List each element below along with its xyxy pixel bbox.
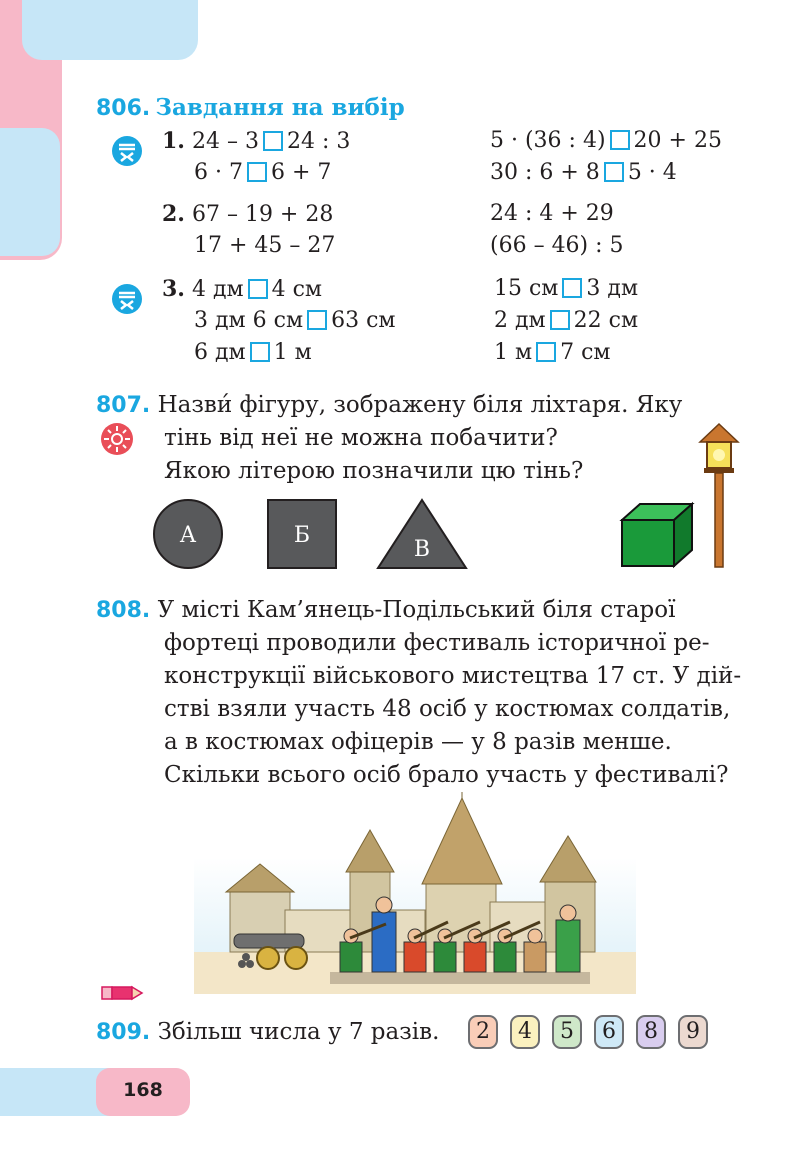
choice-icon	[112, 284, 142, 314]
expression: 17 + 45 – 27	[194, 233, 336, 258]
task-807-line1	[96, 389, 682, 422]
expression: 22 см	[573, 308, 639, 333]
task-808-line1	[96, 594, 675, 627]
task-number: 807.	[96, 393, 151, 418]
compare-box[interactable]	[307, 310, 327, 330]
page-corner-blue-top	[22, 0, 198, 60]
number-chip: 5	[552, 1015, 582, 1049]
compare-box[interactable]	[562, 278, 582, 298]
expression: 6 · 7	[194, 160, 243, 185]
compare-box[interactable]	[248, 279, 268, 299]
pencil-icon	[100, 984, 144, 1002]
expression: 20 + 25	[633, 128, 722, 153]
expression: 1 м	[494, 340, 533, 365]
number-chip: 9	[678, 1015, 708, 1049]
expression: 7 см	[560, 340, 611, 365]
flower-gear-icon	[100, 422, 134, 456]
expression: 24 : 3	[286, 129, 351, 154]
task-806-item3-row2-right	[494, 306, 638, 336]
expression: 15 см	[494, 276, 559, 301]
task-text: Збільш числа у 7 разів.	[157, 1019, 440, 1045]
item-label: 1.	[162, 128, 185, 154]
expression: 4 дм	[191, 277, 244, 302]
expression: 3 дм	[586, 276, 639, 301]
shape-label-a: А	[179, 523, 197, 548]
expression: 2 дм	[494, 308, 546, 333]
number-chip: 8	[636, 1015, 666, 1049]
task-number: 808.	[96, 598, 151, 623]
compare-box[interactable]	[550, 310, 570, 330]
task-number: 809.	[96, 1020, 151, 1045]
task-808-line6: Скільки всього осіб брало участь у фестивалі?	[164, 762, 729, 788]
compare-box[interactable]	[610, 130, 630, 150]
page-number: 168	[123, 1079, 163, 1101]
task-title: Завдання на вибір	[155, 94, 405, 121]
number-chip: 4	[510, 1015, 540, 1049]
number-chip: 6	[594, 1015, 624, 1049]
compare-box[interactable]	[263, 131, 283, 151]
expression: 30 : 6 + 8	[490, 160, 600, 185]
shape-label-b: Б	[293, 523, 311, 548]
task-808-line3: конструкції військового мистецтва 17 ст. У дій-	[164, 663, 742, 689]
shape-label-c: В	[413, 537, 431, 562]
task-text: Назви́ фігуру, зображену біля ліхтаря. Яку	[157, 392, 683, 418]
expression: 4 см	[271, 277, 323, 302]
task-806-item3-row3	[194, 338, 312, 368]
compare-box[interactable]	[604, 162, 624, 182]
task-806-item1-row2-right	[490, 158, 677, 188]
task-808-line4: стві взяли участь 48 осіб у костюмах солдатів,	[164, 696, 731, 722]
task-806-item1-row1	[162, 126, 350, 157]
task-806-item1-row1-right	[490, 126, 722, 156]
shadow-triangle	[378, 500, 466, 568]
expression: 6 + 7	[270, 160, 332, 185]
cube-icon	[618, 500, 698, 570]
expression: 1 м	[273, 340, 312, 365]
compare-box[interactable]	[250, 342, 270, 362]
shadow-circle	[154, 500, 222, 568]
task-808-line2: фортеці проводили фестиваль історичної ре-	[164, 630, 710, 656]
task-808-line5: а в костюмах офіцерів — у 8 разів менше.	[164, 729, 672, 755]
task-806-item2-row1-right	[490, 199, 614, 229]
task-809-line	[96, 1016, 439, 1049]
task-807-line3: Якою літерою позначили цю тінь?	[164, 458, 584, 484]
street-lantern-icon	[696, 422, 742, 570]
expression: 5 · 4	[627, 160, 677, 185]
expression: 6 дм	[194, 340, 246, 365]
task-806-item3-row3-right	[494, 338, 611, 368]
expression: 5 · (36 : 4)	[490, 128, 606, 153]
page-edge-blue	[0, 128, 60, 256]
compare-box[interactable]	[247, 162, 267, 182]
item-label: 2.	[162, 201, 185, 227]
shadow-square	[268, 500, 336, 568]
shadow-shapes	[150, 496, 480, 572]
task-number: 806.	[96, 96, 151, 121]
expression: 67 – 19 + 28	[191, 202, 334, 227]
task-806-item3-row1	[162, 274, 322, 305]
number-chip: 2	[468, 1015, 498, 1049]
task-806-item1-row2	[194, 158, 331, 188]
expression: (66 – 46) : 5	[490, 233, 624, 258]
expression: 24 : 4 + 29	[490, 201, 614, 226]
choice-icon	[112, 136, 142, 166]
compare-box[interactable]	[536, 342, 556, 362]
task-806-item3-row1-right	[494, 274, 638, 304]
task-806-item2-row2	[194, 231, 335, 261]
task-text: У місті Кам’янець-Подільський біля старої	[157, 597, 676, 623]
expression: 24 – 3	[191, 129, 259, 154]
task-807-line2: тінь від неї не можна побачити?	[164, 425, 558, 451]
task-806-item2-row1	[162, 199, 333, 230]
task-806-header	[96, 94, 405, 121]
task-806-item2-row2-right	[490, 231, 624, 261]
fortress-festival-illustration	[190, 792, 640, 998]
expression: 3 дм 6 см	[194, 308, 304, 333]
task-806-item3-row2	[194, 306, 396, 336]
item-label: 3.	[162, 276, 185, 302]
expression: 63 см	[331, 308, 396, 333]
